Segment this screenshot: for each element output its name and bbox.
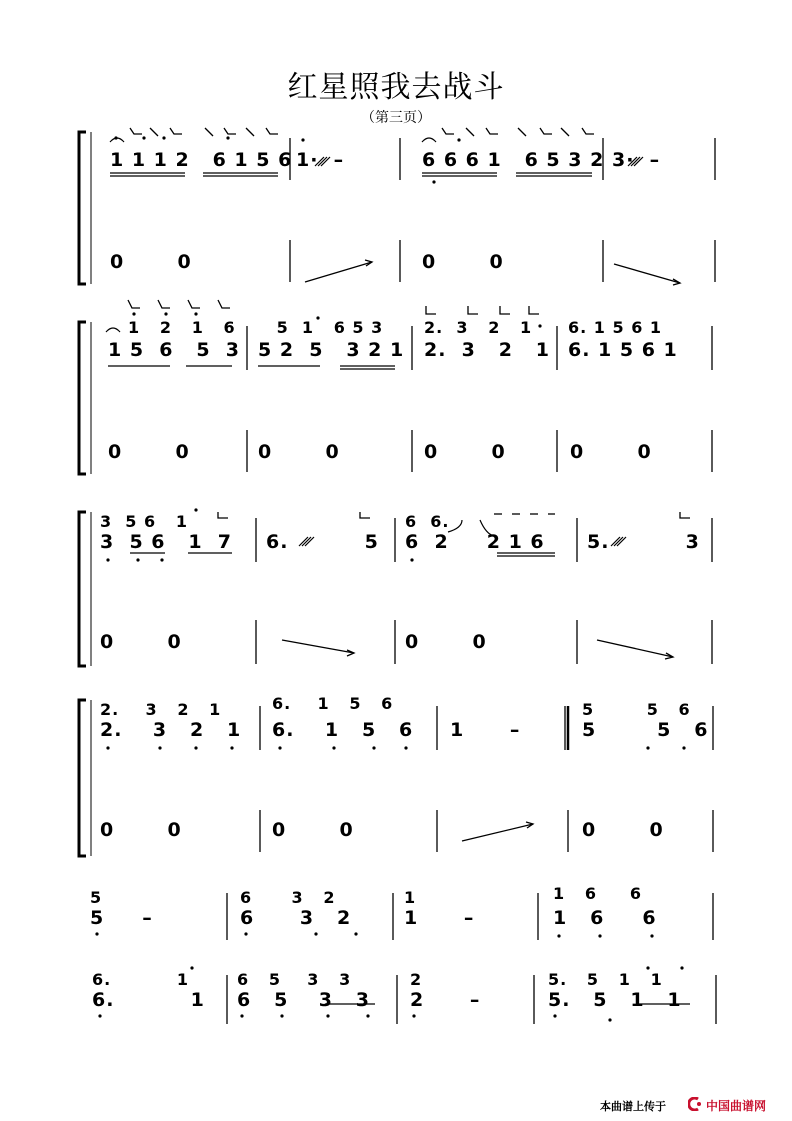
s6-m2-mid: 6 5 3 3 [237, 989, 371, 1011]
s5-m4-top: 1 6 6 [553, 884, 642, 903]
s6-m1-top: 6. 1 [92, 970, 190, 989]
site-logo-icon [688, 1096, 704, 1110]
footer-upload-text: 本曲谱上传于 [600, 1100, 666, 1113]
s2-m3-mid: 2. 3 2 1 [424, 339, 551, 361]
s4-m4-top: 5 5 6 [582, 700, 691, 719]
s6-m3-top: 2 [410, 970, 423, 989]
s3-m4-mid: 5. 3 [587, 531, 700, 553]
s6-m2-top: 6 5 3 3 [237, 970, 352, 989]
s3-m1-top: 3 5 6 1 [100, 512, 188, 531]
s3-m3-lower: 0 0 [405, 631, 487, 653]
s3-m3-mid: 6 2 2 1 6 [405, 531, 545, 553]
s6-m4-top: 5. 5 1 1 [548, 970, 663, 989]
s1-m4-upper: 3· – [612, 149, 661, 171]
s5-m2-mid: 6 3 2 [240, 907, 352, 929]
s2-m3-lower: 0 0 [424, 441, 506, 463]
page-subtitle: （第三页） [361, 110, 431, 126]
s6-m3-mid: 2 – [410, 989, 481, 1011]
s4-m2-lower: 0 0 [272, 819, 354, 841]
s4-m1-top: 2. 3 2 1 [100, 700, 222, 719]
s2-m2-lower: 0 0 [258, 441, 340, 463]
s2-m1-top: 1 2 1 6 [128, 318, 236, 337]
s2-m4-mid: 6. 1 5 6 1 [568, 339, 678, 361]
s6-m4-mid: 5. 5 1 1 [548, 989, 682, 1011]
s2-m1-lower: 0 0 [108, 441, 190, 463]
s4-m2-top: 6. 1 5 6 [272, 694, 394, 713]
s2-m3-top: 2. 3 2 1 [424, 318, 533, 337]
s3-m3-top: 6 6. [405, 512, 450, 531]
s3-m2-mid: 6. 5 [266, 531, 379, 553]
s5-m1-mid: 5 – [90, 907, 153, 929]
s3-m1-mid: 3 5 6 1 7 [100, 531, 233, 553]
s2-m2-top: 5 1 6 5 3 [270, 318, 384, 337]
s4-m2-mid: 6. 1 5 6 [272, 719, 414, 741]
s1-m1-lower: 0 0 [110, 251, 192, 273]
s4-m1-mid: 2. 3 2 1 [100, 719, 242, 741]
s1-m1-upper: 1 1 1 2 6 1 5 6 [110, 149, 293, 171]
s1-m3-lower: 0 0 [422, 251, 504, 273]
s1-m2-upper: 1· – [296, 149, 345, 171]
page-title: 红星照我去战斗 [287, 70, 505, 105]
s5-m3-top: 1 [404, 888, 417, 907]
s4-m4-mid: 5 5 6 [582, 719, 709, 741]
s2-m2-mid: 5 2 5 3 2 1 [258, 339, 405, 361]
s6-m1-mid: 6. 1 [92, 989, 205, 1011]
s2-m4-top: 6. 1 5 6 1 [568, 318, 663, 337]
s1-m3-upper: 6 6 6 1 6 5 3 2 [422, 149, 605, 171]
s4-m4-lower: 0 0 [582, 819, 664, 841]
footer-site-name[interactable]: 中国曲谱网 [706, 1099, 767, 1113]
s2-m4-lower: 0 0 [570, 441, 652, 463]
s5-m1-top: 5 [90, 888, 103, 907]
s5-m4-mid: 1 6 6 [553, 907, 657, 929]
s5-m2-top: 6 3 2 [240, 888, 336, 907]
s3-m1-lower: 0 0 [100, 631, 182, 653]
s5-m3-mid: 1 – [404, 907, 475, 929]
s4-m1-lower: 0 0 [100, 819, 182, 841]
s2-m1-mid: 1 5 6 5 3 [108, 339, 241, 361]
s4-m3-mid: 1 – [450, 719, 521, 741]
